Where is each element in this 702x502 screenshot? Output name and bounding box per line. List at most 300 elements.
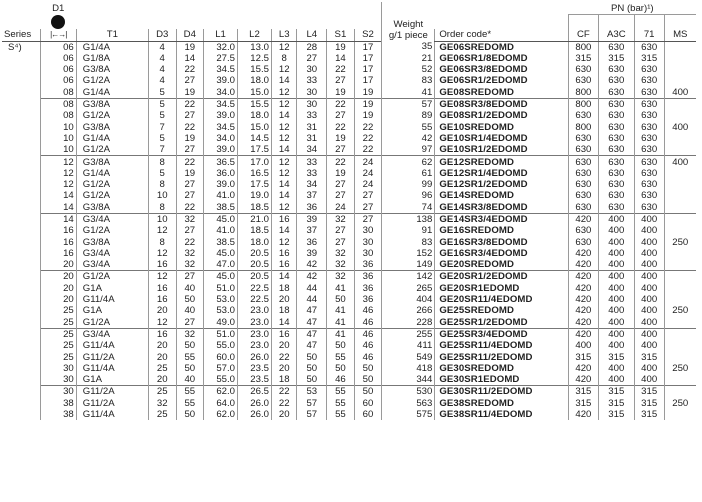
cell-d3: 10	[148, 213, 176, 225]
cell-l3: 22	[271, 352, 296, 363]
cell-d1: 14	[40, 190, 76, 201]
cell-weight: 74	[382, 202, 435, 214]
cell-l2: 15.0	[238, 87, 272, 99]
cell-a3c: 315	[598, 409, 634, 420]
cell-order-code: GE16SREDOMD	[435, 225, 569, 236]
cell-weight: 41	[382, 87, 435, 99]
cell-c71: 400	[634, 363, 664, 374]
cell-t1: G3/4A	[76, 248, 148, 259]
cell-s1: 41	[327, 283, 355, 294]
cell-d1: 08	[40, 110, 76, 121]
cell-d1: 38	[40, 398, 76, 409]
cell-d3: 8	[148, 237, 176, 248]
cell-d3: 5	[148, 168, 176, 179]
cell-cf: 800	[569, 41, 599, 53]
table-row	[2, 168, 696, 179]
cell-l1: 49.0	[204, 317, 238, 329]
cell-l4: 47	[297, 317, 327, 329]
cell-s2: 30	[354, 225, 382, 236]
header-series: Series	[2, 29, 40, 42]
cell-d4: 40	[176, 283, 204, 294]
cell-l1: 34.0	[204, 133, 238, 144]
cell-d4: 32	[176, 248, 204, 259]
cell-d3: 12	[148, 248, 176, 259]
cell-a3c: 630	[598, 156, 634, 168]
cell-d4: 27	[176, 317, 204, 329]
cell-t1: G1/2A	[76, 179, 148, 190]
table-row	[2, 133, 696, 144]
cell-ms: 250	[664, 237, 696, 248]
cell-d3: 20	[148, 352, 176, 363]
cell-l4: 27	[297, 53, 327, 64]
cell-c71: 630	[634, 190, 664, 201]
cell-l3: 12	[271, 133, 296, 144]
cell-s1: 27	[327, 179, 355, 190]
cell-d1: 12	[40, 179, 76, 190]
header-weight-line2: g/1 piece	[388, 30, 428, 41]
cell-d1: 25	[40, 317, 76, 329]
cell-cf: 420	[569, 294, 599, 305]
cell-c71: 400	[634, 305, 664, 316]
cell-s2: 17	[354, 75, 382, 86]
cell-s2: 30	[354, 237, 382, 248]
cell-a3c: 630	[598, 133, 634, 144]
cell-weight: 89	[382, 110, 435, 121]
cell-l2: 17.0	[238, 156, 272, 168]
cell-order-code: GE25SREDOMD	[435, 305, 569, 316]
cell-s1: 32	[327, 259, 355, 271]
cell-d3: 20	[148, 340, 176, 351]
cell-order-code: GE08SR3/8EDOMD	[435, 98, 569, 110]
fittings-data-table	[2, 2, 696, 420]
table-row	[2, 41, 696, 53]
header-d1-arrow	[40, 29, 76, 42]
table-row	[2, 53, 696, 64]
cell-l2: 15.5	[238, 64, 272, 75]
cell-cf: 800	[569, 98, 599, 110]
cell-weight: 255	[382, 328, 435, 340]
cell-cf: 630	[569, 156, 599, 168]
cell-t1: G11/4A	[76, 409, 148, 420]
cell-d3: 12	[148, 317, 176, 329]
cell-l4: 44	[297, 294, 327, 305]
cell-l4: 47	[297, 305, 327, 316]
cell-d4: 19	[176, 168, 204, 179]
cell-t1: G3/8A	[76, 98, 148, 110]
cell-l3: 12	[271, 64, 296, 75]
header-71: 71	[634, 29, 664, 42]
cell-l1: 64.0	[204, 398, 238, 409]
cell-l2: 18.5	[238, 225, 272, 236]
table-row	[2, 363, 696, 374]
cell-c71: 630	[634, 64, 664, 75]
cell-s1: 55	[327, 352, 355, 363]
table-row	[2, 374, 696, 386]
cell-d3: 5	[148, 133, 176, 144]
cell-d3: 10	[148, 190, 176, 201]
cell-s2: 27	[354, 190, 382, 201]
cell-c71: 630	[634, 75, 664, 86]
cell-t1: G11/2A	[76, 352, 148, 363]
cell-order-code: GE30SR1EDOMD	[435, 374, 569, 386]
cell-d3: 16	[148, 283, 176, 294]
header-l3: L3	[271, 29, 296, 42]
cell-t1: G1/4A	[76, 41, 148, 53]
cell-l1: 57.0	[204, 363, 238, 374]
cell-l3: 12	[271, 87, 296, 99]
cell-ms	[664, 225, 696, 236]
cell-order-code: GE25SR1/2EDOMD	[435, 317, 569, 329]
cell-c71: 400	[634, 374, 664, 386]
cell-a3c: 630	[598, 75, 634, 86]
cell-d4: 19	[176, 133, 204, 144]
cell-d4: 27	[176, 110, 204, 121]
table-row	[2, 352, 696, 363]
cell-weight: 530	[382, 386, 435, 398]
cell-d4: 22	[176, 237, 204, 248]
cell-s2: 50	[354, 374, 382, 386]
cell-a3c: 400	[598, 225, 634, 236]
cell-d4: 50	[176, 363, 204, 374]
cell-t1: G1/2A	[76, 317, 148, 329]
cell-d4: 22	[176, 156, 204, 168]
cell-d3: 12	[148, 225, 176, 236]
header-a3c: A3C	[598, 29, 634, 42]
cell-l1: 38.5	[204, 202, 238, 214]
cell-l2: 18.0	[238, 110, 272, 121]
cell-cf: 420	[569, 409, 599, 420]
cell-a3c: 400	[598, 305, 634, 316]
cell-a3c: 400	[598, 294, 634, 305]
cell-t1: G1/2A	[76, 75, 148, 86]
cell-s1: 14	[327, 53, 355, 64]
cell-order-code: GE08SR1/2EDOMD	[435, 110, 569, 121]
cell-d4: 40	[176, 305, 204, 316]
cell-s1: 32	[327, 271, 355, 283]
cell-c71: 630	[634, 41, 664, 53]
cell-s1: 27	[327, 237, 355, 248]
cell-order-code: GE14SR3/4EDOMD	[435, 213, 569, 225]
cell-t1: G11/4A	[76, 340, 148, 351]
cell-c71: 315	[634, 53, 664, 64]
cell-d1: 20	[40, 283, 76, 294]
cell-c71: 400	[634, 259, 664, 271]
cell-d3: 16	[148, 259, 176, 271]
cell-t1: G1/2A	[76, 271, 148, 283]
cell-l1: 51.0	[204, 328, 238, 340]
cell-cf: 630	[569, 133, 599, 144]
cell-cf: 630	[569, 225, 599, 236]
cell-l4: 33	[297, 156, 327, 168]
cell-d4: 55	[176, 386, 204, 398]
cell-t1: G3/4A	[76, 259, 148, 271]
cell-order-code: GE20SR1/2EDOMD	[435, 271, 569, 283]
cell-l2: 23.0	[238, 340, 272, 351]
cell-d3: 7	[148, 144, 176, 156]
cell-l2: 23.0	[238, 328, 272, 340]
cell-cf: 420	[569, 213, 599, 225]
cell-c71: 315	[634, 398, 664, 409]
cell-s1: 22	[327, 98, 355, 110]
cell-c71: 315	[634, 409, 664, 420]
cell-cf: 420	[569, 248, 599, 259]
cell-cf: 630	[569, 110, 599, 121]
table-row	[2, 98, 696, 110]
cell-s1: 22	[327, 156, 355, 168]
cell-s1: 27	[327, 75, 355, 86]
cell-a3c: 630	[598, 190, 634, 201]
cell-a3c: 400	[598, 259, 634, 271]
cell-d4: 27	[176, 225, 204, 236]
cell-d3: 25	[148, 363, 176, 374]
cell-t1: G3/4A	[76, 213, 148, 225]
cell-d3: 5	[148, 87, 176, 99]
cell-order-code: GE08SREDOMD	[435, 87, 569, 99]
cell-ms: 400	[664, 87, 696, 99]
cell-d3: 20	[148, 305, 176, 316]
cell-weight: 266	[382, 305, 435, 316]
cell-c71: 630	[634, 122, 664, 133]
cell-l2: 23.0	[238, 305, 272, 316]
cell-ms	[664, 340, 696, 351]
cell-l3: 14	[271, 75, 296, 86]
cell-d4: 32	[176, 328, 204, 340]
cell-s1: 19	[327, 41, 355, 53]
cell-l3: 22	[271, 398, 296, 409]
cell-a3c: 400	[598, 317, 634, 329]
cell-c71: 630	[634, 179, 664, 190]
cell-order-code: GE06SREDOMD	[435, 41, 569, 53]
cell-d4: 22	[176, 202, 204, 214]
cell-weight: 21	[382, 53, 435, 64]
cell-d1: 14	[40, 213, 76, 225]
cell-t1: G3/8A	[76, 64, 148, 75]
cell-s2: 50	[354, 386, 382, 398]
cell-d3: 4	[148, 41, 176, 53]
cell-c71: 315	[634, 386, 664, 398]
cell-s2: 36	[354, 259, 382, 271]
cell-a3c: 630	[598, 179, 634, 190]
cell-l2: 21.0	[238, 213, 272, 225]
cell-l4: 30	[297, 87, 327, 99]
cell-weight: 138	[382, 213, 435, 225]
table-row	[2, 122, 696, 133]
cell-c71: 400	[634, 237, 664, 248]
cell-l4: 34	[297, 179, 327, 190]
header-s2: S2	[354, 29, 382, 42]
header-l1: L1	[204, 29, 238, 42]
cell-order-code: GE06SR1/8EDOMD	[435, 53, 569, 64]
cell-s2: 24	[354, 156, 382, 168]
table-row	[2, 144, 696, 156]
cell-d3: 16	[148, 294, 176, 305]
cell-l4: 33	[297, 75, 327, 86]
cell-cf: 420	[569, 283, 599, 294]
cell-d4: 27	[176, 271, 204, 283]
cell-weight: 411	[382, 340, 435, 351]
table-body	[2, 41, 696, 420]
table-row	[2, 213, 696, 225]
cell-l4: 47	[297, 328, 327, 340]
cell-d1: 12	[40, 168, 76, 179]
cell-c71: 630	[634, 168, 664, 179]
cell-l2: 13.0	[238, 41, 272, 53]
table-row	[2, 305, 696, 316]
cell-cf: 630	[569, 190, 599, 201]
cell-s1: 19	[327, 168, 355, 179]
cell-order-code: GE20SR11/4EDOMD	[435, 294, 569, 305]
table-row	[2, 386, 696, 398]
cell-a3c: 630	[598, 87, 634, 99]
cell-d3: 12	[148, 271, 176, 283]
cell-c71: 630	[634, 98, 664, 110]
cell-s1: 50	[327, 340, 355, 351]
cell-d4: 55	[176, 398, 204, 409]
cell-l1: 38.5	[204, 237, 238, 248]
cell-cf: 630	[569, 75, 599, 86]
cell-s2: 27	[354, 202, 382, 214]
cell-l3: 14	[271, 190, 296, 201]
header-row-columns	[2, 29, 696, 42]
table-row	[2, 156, 696, 168]
cell-l2: 19.0	[238, 190, 272, 201]
cell-l2: 18.0	[238, 237, 272, 248]
header-s1: S1	[327, 29, 355, 42]
cell-l2: 20.5	[238, 248, 272, 259]
cell-d1: 16	[40, 248, 76, 259]
cell-l3: 20	[271, 363, 296, 374]
table-row	[2, 409, 696, 420]
cell-a3c: 400	[598, 283, 634, 294]
table-row	[2, 87, 696, 99]
cell-order-code: GE14SREDOMD	[435, 190, 569, 201]
header-d3: D3	[148, 29, 176, 42]
cell-d1: 06	[40, 41, 76, 53]
cell-t1: G3/8A	[76, 202, 148, 214]
cell-cf: 630	[569, 168, 599, 179]
cell-d1: 06	[40, 75, 76, 86]
table-row	[2, 248, 696, 259]
cell-d3: 20	[148, 374, 176, 386]
cell-l4: 50	[297, 352, 327, 363]
cell-ms	[664, 317, 696, 329]
cell-order-code: GE20SR1EDOMD	[435, 283, 569, 294]
cell-order-code: GE38SREDOMD	[435, 398, 569, 409]
cell-s2: 22	[354, 133, 382, 144]
cell-d4: 27	[176, 179, 204, 190]
cell-ms	[664, 259, 696, 271]
cell-l4: 57	[297, 409, 327, 420]
cell-d4: 32	[176, 213, 204, 225]
cell-s2: 36	[354, 271, 382, 283]
cell-l4: 53	[297, 386, 327, 398]
cell-d1: 12	[40, 156, 76, 168]
cell-l2: 22.5	[238, 283, 272, 294]
table-row	[2, 283, 696, 294]
cell-c71: 400	[634, 271, 664, 283]
cell-l3: 12	[271, 41, 296, 53]
cell-weight: 228	[382, 317, 435, 329]
dimension-arrow-icon: |←→|	[50, 30, 67, 40]
cell-ms	[664, 110, 696, 121]
cell-l2: 23.0	[238, 317, 272, 329]
header-ms: MS	[664, 29, 696, 42]
cell-l4: 37	[297, 225, 327, 236]
cell-l3: 16	[271, 248, 296, 259]
cell-s2: 17	[354, 41, 382, 53]
cell-l2: 26.0	[238, 409, 272, 420]
cell-l1: 36.5	[204, 156, 238, 168]
cell-l3: 14	[271, 179, 296, 190]
cell-s2: 27	[354, 213, 382, 225]
cell-c71: 400	[634, 328, 664, 340]
cell-l1: 34.5	[204, 122, 238, 133]
cell-c71: 400	[634, 340, 664, 351]
cell-order-code: GE20SREDOMD	[435, 259, 569, 271]
cell-d4: 50	[176, 294, 204, 305]
cell-a3c: 630	[598, 144, 634, 156]
cell-s2: 19	[354, 87, 382, 99]
cell-l4: 57	[297, 398, 327, 409]
cell-l4: 42	[297, 271, 327, 283]
cell-d1: 30	[40, 374, 76, 386]
cell-l3: 8	[271, 53, 296, 64]
cell-l1: 45.0	[204, 213, 238, 225]
cell-l3: 18	[271, 374, 296, 386]
cell-c71: 630	[634, 144, 664, 156]
cell-weight: 83	[382, 75, 435, 86]
cell-l3: 12	[271, 202, 296, 214]
cell-cf: 800	[569, 122, 599, 133]
cell-a3c: 315	[598, 398, 634, 409]
cell-d4: 19	[176, 41, 204, 53]
cell-l2: 23.5	[238, 374, 272, 386]
cell-s2: 19	[354, 98, 382, 110]
cell-a3c: 630	[598, 98, 634, 110]
cell-l1: 53.0	[204, 305, 238, 316]
cell-a3c: 400	[598, 248, 634, 259]
cell-d4: 27	[176, 144, 204, 156]
cell-ms	[664, 64, 696, 75]
table-row	[2, 398, 696, 409]
cell-weight: 265	[382, 283, 435, 294]
cell-cf: 420	[569, 259, 599, 271]
cell-l4: 31	[297, 133, 327, 144]
table-row	[2, 294, 696, 305]
cell-a3c: 400	[598, 363, 634, 374]
cell-weight: 575	[382, 409, 435, 420]
cell-l3: 12	[271, 237, 296, 248]
cell-order-code: GE16SR3/8EDOMD	[435, 237, 569, 248]
cell-l3: 16	[271, 259, 296, 271]
header-row-top	[2, 2, 696, 15]
cell-l1: 62.0	[204, 409, 238, 420]
table-row	[2, 110, 696, 121]
cell-s1: 55	[327, 409, 355, 420]
cell-d1: 16	[40, 225, 76, 236]
cell-d4: 19	[176, 87, 204, 99]
cell-a3c: 630	[598, 168, 634, 179]
cell-s1: 50	[327, 294, 355, 305]
cell-order-code: GE16SR3/4EDOMD	[435, 248, 569, 259]
cell-s2: 36	[354, 283, 382, 294]
cell-l4: 30	[297, 64, 327, 75]
cell-a3c: 630	[598, 110, 634, 121]
cell-d1: 10	[40, 144, 76, 156]
cell-s1: 27	[327, 225, 355, 236]
cell-l2: 26.0	[238, 398, 272, 409]
cell-d3: 32	[148, 398, 176, 409]
